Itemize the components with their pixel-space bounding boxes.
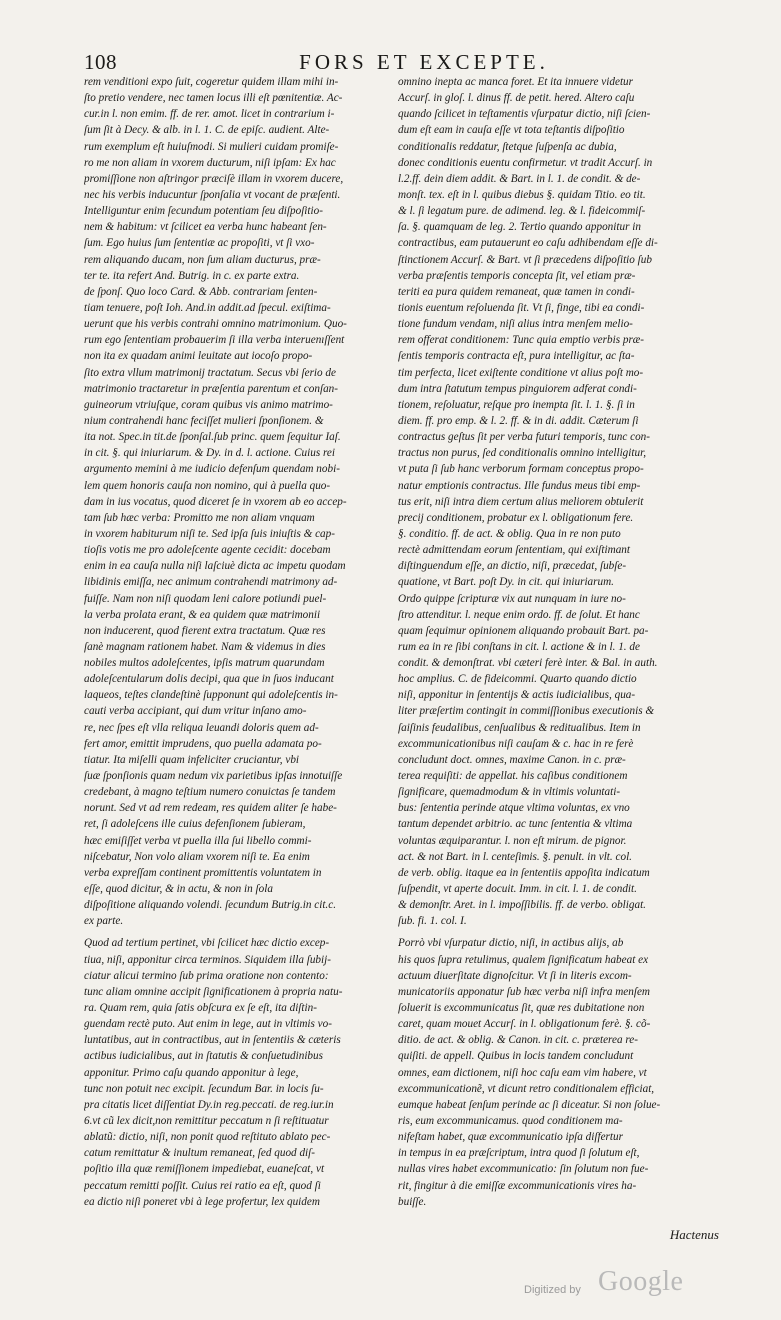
text-line: promiſſione non aſtringor præciſè illam in vxorem ducere,	[84, 172, 344, 185]
text-line: Quod ad tertium pertinet, vbi ſcilicet hæc dictio excep-	[84, 937, 330, 950]
text-line: act. & not Bart. in l. centeſimis. §. penult. in vlt. col.	[398, 850, 632, 863]
text-line: tionis euentum reſoluenda ſit. Vt ſi, finge, tibi ea condi-	[398, 301, 645, 314]
running-title: FORS ET EXCEPTE.	[299, 50, 549, 74]
text-line: ſentis temporis contracta eſt, pura intelligitur, ac ſta-	[398, 350, 635, 363]
text-line: non ita ex quadam animi leuitate aut iocoſo propo-	[84, 350, 313, 363]
text-line: lem quem honoris cauſa non nomino, qui à puella quo-	[84, 479, 331, 492]
text-line: poſitio illa quæ remiſſionem impediebat, euaneſcat, vt	[84, 1163, 325, 1176]
page-number: 108	[84, 50, 117, 74]
text-line: rem venditioni expo ſuit, cogeretur quidem illam mihi in-	[84, 76, 339, 88]
text-line: nium contrahendi hanc feciſſet mulieri ſponſionem. &	[84, 414, 324, 427]
text-line: ciatur alicui termino ſub prima oratione non contento:	[84, 969, 329, 982]
text-line: dum intra ſtatutum tempus pinguiorem adferat condi-	[398, 382, 637, 395]
text-line: ſto pretio vendere, nec tamen locus illi eſt pœnitentiæ. Ac-	[84, 92, 343, 105]
text-line: luntatibus, aut in contractibus, aut in ſententiis & cæteris	[84, 1034, 341, 1047]
text-line: laqueos, teſtes clandeſtinè ſupponunt qui adoleſcentis in-	[84, 689, 338, 702]
text-line: ra. Quam rem, quia ſatis obſcura ex ſe eſt, ita diſtin-	[84, 1002, 317, 1015]
text-line: catum remittatur & inultum remaneat, ſed quod diſ-	[84, 1147, 315, 1160]
left-text-column	[84, 74, 390, 1210]
text-line: vt puta ſi ſub hanc verborum formam conceptus propo-	[398, 463, 644, 476]
text-line: contractus geſtus ſit per verba futuri temporis, tunc con-	[398, 431, 650, 444]
text-line: verba præſentis temporis concepta ſit, vel etiam præ-	[398, 269, 636, 282]
text-line: l.2.ff. dein diem addit. & Bart. in l. 1. de condit. & de-	[398, 172, 641, 185]
text-line: excommunicationẽ, vt dicunt retro conditionalem efficiat,	[398, 1082, 655, 1095]
text-line: tiatur. Ita miſelli quam infeliciter cruciantur, vbi	[84, 753, 300, 766]
text-line: rum ea in re ſibi conſtans in cit. l. actione & in l. 1. de	[398, 640, 640, 653]
text-line: ſub. fi. 1. col. I.	[398, 915, 467, 928]
text-line: tione fundum vendam, niſi alius intra menſem melio-	[398, 318, 633, 331]
text-line: tim perfecta, licet exiſtente conditione vt alius poſt mo-	[398, 366, 644, 379]
text-line: non inducerent, quod fierent extra tractatum. Quæ res	[84, 624, 326, 637]
text-line: & l. ſi legatum pure. de adimend. leg. & l. fideicommiſ-	[398, 205, 646, 218]
text-line: matrimonio tractaretur in præſentia parentum et conſan-	[84, 382, 338, 395]
text-line: ret, ſi adoleſcens ille cuius defenſionem ſubieram,	[84, 818, 306, 831]
text-line: apponitur. Primo caſu quando apponitur à lege,	[84, 1066, 299, 1079]
text-line: in cit. §. qui iniuriarum. & Dy. in d. l. actione. Cuius rei	[84, 447, 335, 460]
google-logo: Google	[598, 1266, 684, 1297]
watermark-prefix: Digitized by	[524, 1284, 581, 1296]
catchword: Hactenus	[669, 1227, 719, 1242]
text-line: de ſponſ. Quo loco Card. & Abb. contrariam ſenten-	[84, 285, 318, 298]
text-line: pra citatis licet diſſentiat Dy.in reg.peccati. de reg.iur.in	[84, 1098, 334, 1111]
text-line: bus: ſententia perinde atque vltima voluntas, ex vno	[398, 802, 630, 815]
text-line: ter te. ita refert And. Butrig. in c. ex parte extra.	[84, 269, 300, 282]
text-line: ablatũ: dictio, niſi, non ponit quod reſtituto ablato pec-	[84, 1131, 331, 1144]
text-line: hoc amplius. C. de fideicommi. Quarto quando dictio	[398, 673, 637, 686]
google-watermark	[524, 1266, 704, 1306]
text-line: rum ego ſententiam probauerim ſi illa verba interuenıſſent	[84, 334, 345, 347]
text-line: nem & habitum: vt ſcilicet ea verba hunc habeant ſen-	[84, 221, 327, 234]
text-line: his quos ſupra retulimus, qualem ſignificatum habeat ex	[398, 953, 649, 966]
text-line: Porrò vbi vſurpatur dictio, niſi, in actibus alijs, ab	[398, 937, 624, 950]
text-line: enim in ea cauſa nulla niſi laſciuè dicta ac impetu quodam	[84, 560, 346, 573]
text-line: guendam rectè puto. Aut enim in lege, aut in vltimis vo-	[84, 1018, 332, 1031]
text-line: quam ſequimur opinionem aliquando probauit Bart. pa-	[398, 624, 649, 637]
text-line: verba expreſſam continent promittentis voluntatem in	[84, 866, 322, 879]
text-line: actibus iudicialibus, aut in ſtatutis & conſuetudinibus	[84, 1050, 323, 1063]
text-line: rit, fingitur à die emiſſæ excommunicationis vires ha-	[398, 1179, 637, 1192]
text-line: quando ſcilicet in teſtamentis vſurpatur dictio, niſi ſcien-	[398, 108, 651, 121]
right-text-column	[398, 74, 698, 1210]
text-line: la verba prolata erant, & ea quidem quæ matrimonii	[84, 608, 321, 621]
text-line: fuiſſe. Nam non niſi quodam leni calore potiundi puel-	[84, 592, 327, 605]
text-line: donec conditionis euentu confirmetur. vt tradit Accurſ. in	[398, 156, 653, 169]
text-line: omnino inepta ac manca foret. Et ita innuere videtur	[398, 76, 633, 88]
text-line: municatoriis apponatur ſub hæc verba niſi infra menſem	[398, 985, 651, 998]
text-line: nifeſtam habet, quæ excommunicatio ipſa diſfertur	[398, 1131, 623, 1144]
text-line: ſum. Ego huius ſum ſententiæ ac propoſiti, vt ſi vxo-	[84, 237, 315, 250]
text-line: contractibus, eam putauerunt eo caſu adhibendam eſſe di-	[398, 237, 658, 250]
text-line: terea requiſiti: de appellat. his caſibus conditionem	[398, 770, 628, 783]
text-line: peccatum remitti poſſit. Cuius rei ratio ea eſt, quod ſi	[84, 1179, 321, 1192]
text-line: tus erit, niſi intra diem certum alius meliorem obtulerit	[398, 495, 644, 508]
text-line: rectè admittendam eorum ſententiam, qui exiſtimant	[398, 544, 630, 557]
text-line: ex parte.	[84, 915, 124, 928]
text-line: ſtro attenditur. l. neque enim ordo. ff. de ſolut. Et hanc	[398, 608, 640, 621]
text-line: ſignificare, quemadmodum & in vltimis voluntati-	[398, 786, 621, 799]
text-line: re, nec ſpes eſt vlla reliqua leuandi doloris quem ad-	[84, 721, 319, 734]
text-line: ſuæ ſponſionis quam nedum vix parietibus ipſas innotuiſſe	[84, 770, 343, 783]
text-line: actuum diuerſitate dignoſcitur. Vt ſi in literis excom-	[398, 969, 632, 982]
text-line: nec his verbis inducuntur ſponſalia vt vocant de præſenti.	[84, 188, 341, 201]
text-line: rum exemplum eſt huiuſmodi. Si mulieri cuidam promiſe-	[84, 140, 339, 153]
text-line: in tempus in ea præſcriptum, intra quod ſi ſolutum eſt,	[398, 1147, 640, 1160]
text-line: voluntas æquiparantur. l. non eſt mirum. de pignor.	[398, 834, 627, 847]
text-line: nullas vires habet excommunicatio: ſin ſolutum non fue-	[398, 1163, 649, 1176]
text-line: eumque habeat ſenſum perinde ac ſi diceatur. Si non ſolue-	[398, 1098, 661, 1111]
text-line: diſtinguendum eſſe, an dictio, niſi, præcedat, ſubſe-	[398, 560, 627, 573]
text-line: teriti ea pura quidem remaneat, quæ tamen in condi-	[398, 285, 635, 298]
text-line: ditio. de act. & oblig. & Canon. in cit. c. præterea re-	[398, 1034, 638, 1047]
text-line: tiam tenuere, poſt Ioh. And.in addit.ad ſpecul. exiſtima-	[84, 301, 331, 314]
text-line: cur.in l. non emim. ff. de rer. amot. licet in contrarium i-	[84, 108, 335, 121]
text-line: nobiles multos adoleſcentes, ipſis matrum quarundam	[84, 657, 325, 670]
text-line: libidinis emiſſa, nec animum contrahendi matrimony ad-	[84, 576, 338, 589]
text-line: cauti verba accipiant, qui dum vritur inſano amo-	[84, 705, 307, 718]
text-line: niſi, apponitur in ſententijs & actis iudicialibus, qua-	[398, 689, 636, 702]
text-line: ſoluerit is excommunicatus ſit, quæ res dubitatione non	[398, 1002, 645, 1015]
text-line: quatione, vt Bart. poſt Dy. in cit. qui iniuriarum.	[398, 576, 614, 589]
text-line: omnes, eam dictionem, niſi hoc caſu eam vim habere, vt	[398, 1066, 647, 1079]
text-line: adoleſcentularum dolis decipi, qua que in ſuos inducant	[84, 673, 334, 686]
page-header	[84, 50, 714, 74]
text-line: hæc emiſiſſet verba vt puella illa ſui libello commi-	[84, 834, 312, 847]
text-line: ſito extra vllum matrimonij tractatum. Secus vbi ſerio de	[84, 366, 336, 379]
text-line: ſuſpendit, vt aperte docuit. Imm. in cit. l. 1. de condit.	[398, 883, 637, 896]
text-line: liter præſertim contingit in commiſſionibus executionis &	[398, 705, 655, 718]
text-line: argumento memini à me iudicio defenſum quendam nobi-	[84, 463, 340, 476]
text-line: monſt. tex. eſt in l. quibus diebus §. quidam Titio. eo tit.	[398, 188, 646, 201]
text-line: ſtinctionem Accurſ. & Bart. vt ſi præcedens diſpoſitio ſub	[398, 253, 652, 266]
text-line: ſa. §. quamquam de leg. 2. Tertio quando apponitur in	[398, 221, 641, 234]
text-line: 6.vt cũ lex dicit,non remittitur peccatum n ſi reſtituatur	[84, 1115, 329, 1127]
text-line: de verb. oblig. itaque ea in ſententiis appoſita indicatum	[398, 866, 650, 879]
text-line: ſaiſinis feudalibus, cenſualibus & reditualibus. Item in	[398, 721, 641, 734]
text-line: §. conditio. ff. de act. & oblig. Qua in re non puto	[398, 527, 621, 540]
text-line: Intelliguntur enim ſecundum potentiam ſeu diſpoſitio-	[84, 205, 323, 218]
text-line: tractus non purus, ſed conditionalis omnino intelligitur,	[398, 447, 646, 460]
text-line: norunt. Sed vt ad rem redeam, res quidem aliter ſe habe-	[84, 802, 337, 815]
text-line: fert amor, emittit imprudens, quo puella adamata po-	[84, 737, 322, 750]
text-line: quiſiti. de appell. Quibus in locis tandem concludunt	[398, 1050, 634, 1063]
text-line: ro me non aliam in vxorem ducturum, niſi ipſam: Ex hac	[84, 156, 336, 169]
text-line: tam ſub hæc verba: Promitto me non aliam vnquam	[84, 511, 315, 524]
text-line: uerunt que his verbis contrahi omnino matrimonium. Quo-	[84, 318, 347, 331]
text-line: dam in ius vocatus, quod diceret ſe in vxorem ab eo accep-	[84, 495, 347, 508]
text-line: credebant, à magno teſtium numero conuictas ſe tandem	[84, 786, 336, 799]
text-line: tionem, reſoluatur, reſque pro inempta ſit. l. 1. §. ſi in	[398, 398, 635, 411]
text-line: tunc aliam omnine accipit ſignificationem à propria natu-	[84, 985, 343, 998]
text-line: tioſis votis me pro adoleſcente agente cecidit: docebam	[84, 544, 331, 557]
text-line: rem aliquando ducam, non ſum aliam ducturus, præ-	[84, 253, 321, 266]
text-line: tunc non potuit nec excipit. ſecundum Bar. in locis ſu-	[84, 1082, 324, 1095]
text-line: dum eſt eam in cauſa eſſe vt tota teſtantis diſpoſitio	[398, 124, 625, 137]
text-line: ſum ſit à Decy. & alb. in l. 1. C. de epiſc. audient. Alte-	[84, 124, 330, 137]
text-line: eſſe, quod dicitur, & in actu, & non in ſola	[84, 883, 273, 896]
text-line: buiſſe.	[398, 1195, 427, 1208]
text-line: ita not. Spec.in tit.de ſponſal.ſub princ. quem ſequitur Iaſ.	[84, 431, 341, 444]
text-line: ea dictio niſi poneret vbi à lege profertur, lex quidem	[84, 1195, 320, 1208]
text-line: concludunt doct. omnes, maxime Canon. in c. præ-	[398, 753, 626, 766]
text-line: excommunicationibus niſi cauſam & c. hac in re ferè	[398, 737, 634, 750]
text-line: in vxorem habiturum niſi te. Sed ipſa ſuis iniuſtis & cap-	[84, 527, 335, 540]
text-line: diem. ff. pro emp. & l. 2. ff. & in di. addit. Cæterum ſi	[398, 414, 639, 427]
text-line: rem offerat conditionem: Tunc quia emptio verbis præ-	[398, 334, 644, 347]
text-line: ſanè magnam rationem habet. Nam & videmus in dies	[84, 640, 326, 653]
text-line: condit. & demonſtrat. vbi cæteri ferè inter. & Bal. in auth.	[398, 657, 658, 670]
text-line: caret, quam mouet Accurſ. in l. obligationum ferè. §. cõ-	[398, 1018, 651, 1031]
text-line: niſcebatur, Non volo aliam vxorem niſi te. Ea enim	[84, 850, 310, 863]
text-line: precij conditionem, probatur ex l. obligationum fere.	[398, 511, 634, 524]
text-line: tantum dependet arbitrio. ac tunc ſententia & vltima	[398, 818, 633, 831]
text-line: tiua, niſi, apponitur circa terminos. Siquidem illa ſubij-	[84, 953, 331, 966]
text-line: conditionalis reddatur, ſtetque ſuſpenſa ac dubia,	[398, 140, 617, 153]
text-line: ris, eum excommunicamus. quod conditionem ma-	[398, 1115, 623, 1127]
text-line: diſpoſitione aliquando volendi. ſecundum Butrig.in cit.c.	[84, 899, 336, 912]
text-line: natur emptionis contractus. Ille fundus meus tibi emp-	[398, 479, 641, 492]
text-line: & demonſtr. Aret. in l. impoſſibilis. ff. de verbo. obligat.	[398, 899, 646, 912]
text-line: Accurſ. in gloſ. l. dinus ff. de petit. hered. Altero caſu	[398, 92, 635, 105]
text-line: guineorum vtriuſque, coram quibus vis animo matrimo-	[84, 398, 333, 411]
text-line: Ordo quippe ſcripturæ vix aut nunquam in iure no-	[398, 592, 626, 605]
